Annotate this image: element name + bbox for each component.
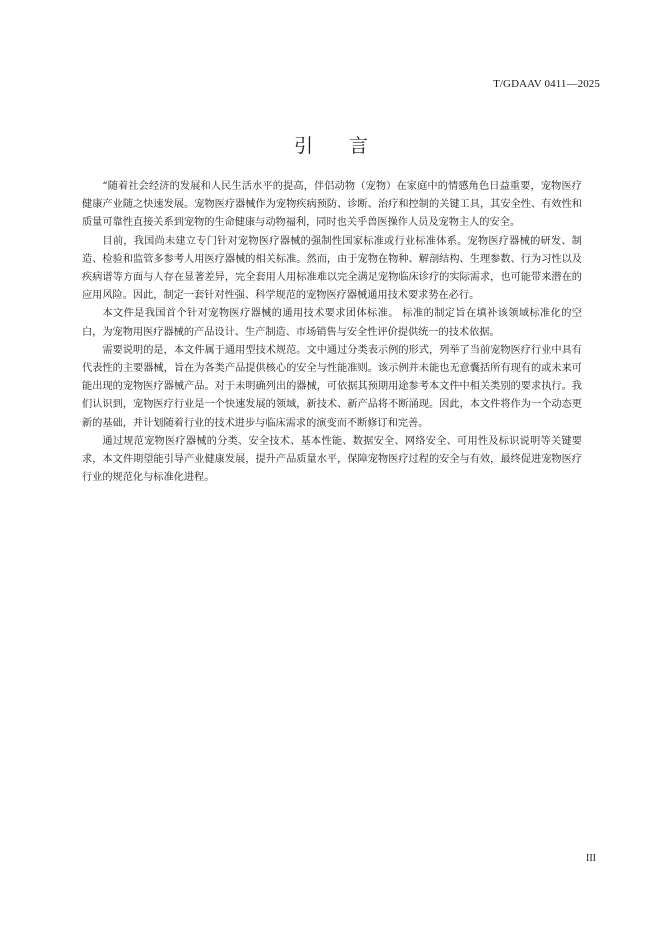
page-number: III bbox=[586, 853, 596, 864]
body-text bbox=[82, 178, 582, 487]
document-code: T/GDAAV 0411—2025 bbox=[493, 78, 600, 90]
paragraph: “随着社会经济的发展和人民生活水平的提高，伴侣动物（宠物）在家庭中的情感角色日益重要，宠物医疗健康产业随之快速发展。宠物医疗器械作为宠物疾病预防、诊断、治疗和控制的关键工具，其安全性、有效性和质量可靠性直接关系到宠物的生命健康与动物福利，同时也关乎兽医操作人员及宠物主人的安全。 bbox=[82, 181, 582, 229]
paragraph: 目前，我国尚未建立专门针对宠物医疗器械的强制性国家标准或行业标准体系。宠物医疗器械的研发、制造、检验和监管多参考人用医疗器械的相关标准。然而，由于宠物在物种、解剖结构、生理参数、行为习性以及疾病谱等方面与人存在显著差异，完全套用人用标准难以完全满足宠物临床诊疗的实际需求，也可能带来潜在的应用风险。因此，制定一套针对性强、科学规范的宠物医疗器械通用技术要求势在必行。 bbox=[82, 235, 582, 302]
paragraph: 通过规范宠物医疗器械的分类、安全技术、基本性能、数据安全、网络安全、可用性及标识说明等关键要求，本文件期望能引导产业健康发展，提升产品质量水平，保障宠物医疗过程的安全与有效，最终促进宠物医疗行业的规范化与标准化进程。 bbox=[82, 435, 582, 484]
paragraph: 需要说明的是，本文件属于通用型技术规范。文中通过分类表示例的形式，列举了当前宠物医疗行业中具有代表性的主要器械，旨在为各类产品提供核心的安全与性能准则。该示例并未能也无意囊括所有现有的或未来可能出现的宠物医疗器械产品。对于未明确列出的器械，可依据其预期用途参考本文件中相关类别的要求执行。我们认识到，宠物医疗行业是一个快速发展的领域，新技术、新产品将不断涌现。因此，本文件将作为一个动态更新的基础，并计划随着行业的技术进步与临床需求的演变而不断修订和完善。 bbox=[82, 344, 582, 429]
page-title: 引言 bbox=[293, 134, 404, 157]
paragraph: 本文件是我国首个针对宠物医疗器械的通用技术要求团体标准。 标准的制定旨在填补该领域标准化的空白，为宠物用医疗器械的产品设计、生产制造、市场销售与安全性评价提供统一的技术依据。 bbox=[82, 308, 582, 338]
